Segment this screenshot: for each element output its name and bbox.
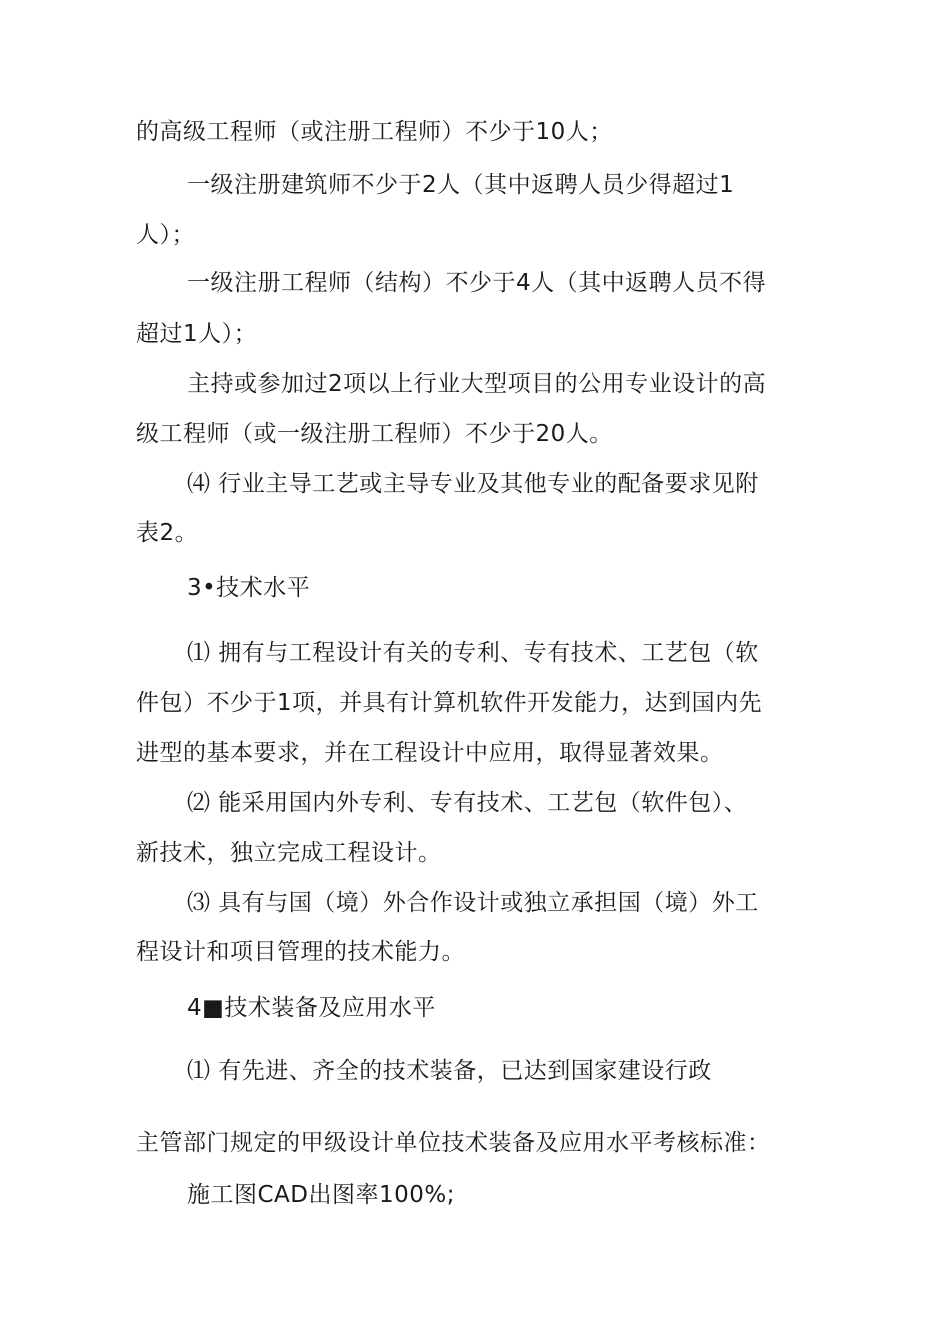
- text-line: 表2。: [136, 520, 199, 546]
- text-line: ⑴ 拥有与工程设计有关的专利、专有技术、工艺包（软: [187, 640, 759, 666]
- text-line: 一级注册建筑师不少于2人（其中返聘人员少得超过1: [187, 172, 735, 198]
- text-line: ⑶ 具有与国（境）外合作设计或独立承担国（境）外工: [187, 890, 759, 916]
- section-heading: 4■技术装备及应用水平: [187, 995, 436, 1021]
- text-line: ⑵ 能采用国内外专利、专有技术、工艺包（软件包）、: [187, 790, 748, 816]
- text-line: 的高级工程师（或注册工程师）不少于10人；: [136, 119, 613, 145]
- text-line: 新技术，独立完成工程设计。: [136, 840, 442, 866]
- text-line: 程设计和项目管理的技术能力。: [136, 939, 465, 965]
- text-line: ⑴ 有先进、齐全的技术装备，已达到国家建设行政: [187, 1058, 712, 1084]
- text-line: 主管部门规定的甲级设计单位技术装备及应用水平考核标准：: [136, 1130, 771, 1156]
- text-line: 件包）不少于1项，并具有计算机软件开发能力，达到国内先: [136, 690, 763, 716]
- text-line: 级工程师（或一级注册工程师）不少于20人。: [136, 421, 613, 447]
- text-line: ⑷ 行业主导工艺或主导专业及其他专业的配备要求见附: [187, 471, 759, 497]
- section-heading: 3•技术水平: [187, 575, 311, 601]
- text-line: 超过1人）；: [136, 321, 258, 347]
- text-line: 主持或参加过2项以上行业大型项目的公用专业设计的高: [187, 371, 767, 397]
- text-line: 一级注册工程师（结构）不少于4人（其中返聘人员不得: [187, 270, 767, 296]
- text-line: 人）；: [136, 222, 195, 248]
- text-line: 施工图CAD出图率100%;: [187, 1182, 456, 1208]
- text-line: 进型的基本要求，并在工程设计中应用，取得显著效果。: [136, 740, 724, 766]
